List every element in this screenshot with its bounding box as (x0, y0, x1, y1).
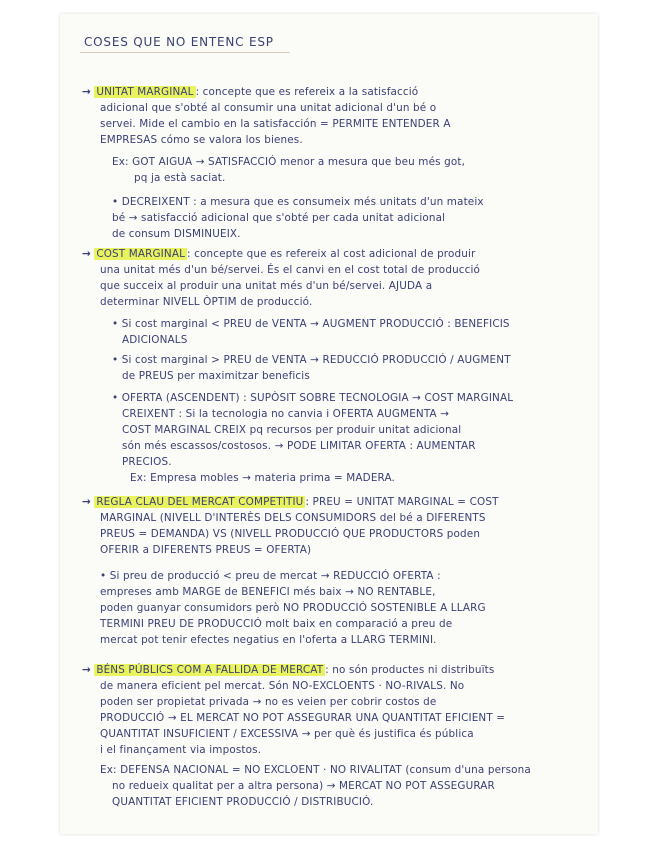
section-heading: BÉNS PÚBLICS COM A FALLIDA DE MERCAT (96, 664, 324, 676)
section-cost-marginal (82, 246, 582, 486)
bullet-line: • Si cost marginal < PREU de VENTA → AUGMENT PRODUCCIÓ : BENEFICIS (112, 318, 510, 330)
section-heading-line (82, 662, 582, 678)
section-regla-clau (82, 494, 582, 648)
bullet-line: ADICIONALS (122, 334, 188, 346)
bullet-line: PRECIOS. (122, 456, 172, 468)
section-heading: COST MARGINAL (96, 248, 186, 260)
text-line: adicional que s'obté al consumir una unitat adicional d'un bé o (100, 102, 437, 114)
bullet-line: • Si preu de producció < preu de mercat → REDUCCIÓ OFERTA : (100, 570, 441, 582)
example-line: Ex: DEFENSA NACIONAL = NO EXCLOENT · NO RIVALITAT (consum d'una persona (100, 764, 531, 776)
bullet-line: bé → satisfacció adicional que s'obté per cada unitat adicional (112, 212, 446, 224)
text-line: MARGINAL (NIVELL D'INTERÈS DELS CONSUMIDORS del bé a DIFERENTS (100, 512, 486, 524)
text-line: determinar NIVELL ÒPTIM de producció. (100, 296, 313, 308)
text-line: servei. Mide el cambio en la satisfacción = PERMITE ENTENDER A (100, 118, 451, 130)
notebook-page (60, 14, 598, 834)
bullet-line: CREIXENT : Si la tecnologia no canvia i OFERTA AUGMENTA → (122, 408, 450, 420)
section-heading: UNITAT MARGINAL (96, 86, 194, 98)
text-line: PRODUCCIÓ → EL MERCAT NO POT ASSEGURAR UNA QUANTITAT EFICIENT = (100, 712, 506, 724)
text-line: mercat pot tenir efectes negatius en l'oferta a LLARG TERMINI. (100, 634, 437, 646)
text-line: empreses amb MARGE de BENEFICI més baix → NO RENTABLE, (100, 586, 436, 598)
text-line: QUANTITAT INSUFICIENT / EXCESSIVA → per què és justifica és pública (100, 728, 474, 740)
example-line: pq ja està saciat. (134, 172, 226, 184)
section-heading-line (82, 84, 582, 100)
section-bens-publics (82, 662, 582, 810)
arrow-icon: → (82, 496, 91, 508)
title-underline (80, 52, 290, 53)
page-title: COSES QUE NO ENTENC ESP (84, 35, 274, 49)
text-line: EMPRESAS cómo se valora los bienes. (100, 134, 303, 146)
text-line: OFERIR a DIFERENTS PREUS = OFERTA) (100, 544, 312, 556)
example-line: no redueix qualitat per a altra persona) → MERCAT NO POT ASSEGURAR (112, 780, 495, 792)
text-line: una unitat més d'un bé/servei. És el canvi en el cost total de producció (100, 264, 481, 276)
section-heading-rest: : concepte que es refereix a la satisfacció (195, 86, 419, 98)
text-line: TERMINI PREU DE PRODUCCIÓ molt baix en comparació a preu de (100, 618, 453, 630)
text-line: poden ser propietat privada → no es veien per cobrir costos de (100, 696, 437, 708)
text-line: i el finançament via impostos. (100, 744, 262, 756)
text-line: que succeix al produir una unitat més d'un bé/servei. AJUDA a (100, 280, 433, 292)
section-heading-rest: : concepte que es refereix al cost adicional de produir (187, 248, 476, 260)
arrow-icon: → (82, 664, 91, 676)
example-line: Ex: GOT AIGUA → SATISFACCIÓ menor a mesura que beu més got, (112, 156, 466, 168)
arrow-icon: → (82, 86, 91, 98)
section-heading-rest: : PREU = UNITAT MARGINAL = COST (305, 496, 499, 508)
text-line: de manera eficient pel mercat. Són NO-EXCLOENTS · NO-RIVALS. No (100, 680, 465, 692)
bullet-line: de PREUS per maximitzar beneficis (122, 370, 310, 382)
example-line: QUANTITAT EFICIENT PRODUCCIÓ / DISTRIBUCIÓ. (112, 796, 374, 808)
bullet-line: • Si cost marginal > PREU de VENTA → REDUCCIÓ PRODUCCIÓ / AUGMENT (112, 354, 511, 366)
arrow-icon: → (82, 248, 91, 260)
bullet-line: • DECREIXENT : a mesura que es consumeix més unitats d'un mateix (112, 196, 484, 208)
section-unitat-marginal (82, 84, 582, 242)
text-line: poden guanyar consumidors però NO PRODUCCIÓ SOSTENIBLE A LLARG (100, 602, 486, 614)
bullet-line: • OFERTA (ASCENDENT) : SUPÒSIT SOBRE TECNOLOGIA → COST MARGINAL (112, 392, 514, 404)
example-line: Ex: Empresa mobles → materia prima = MADERA. (130, 472, 396, 484)
text-line: PREUS = DEMANDA) VS (NIVELL PRODUCCIÓ QUE PRODUCTORS poden (100, 528, 481, 540)
section-heading-line (82, 494, 582, 510)
bullet-line: COST MARGINAL CREIX pq recursos per produir unitat adicional (122, 424, 462, 436)
section-heading-line (82, 246, 582, 262)
bullet-line: de consum DISMINUEIX. (112, 228, 241, 240)
section-heading-rest: : no són productes ni distribuïts (325, 664, 495, 676)
section-heading: REGLA CLAU DEL MERCAT COMPETITIU (96, 496, 304, 508)
bullet-line: són més escassos/costosos. → PODE LIMITAR OFERTA : AUMENTAR (122, 440, 476, 452)
